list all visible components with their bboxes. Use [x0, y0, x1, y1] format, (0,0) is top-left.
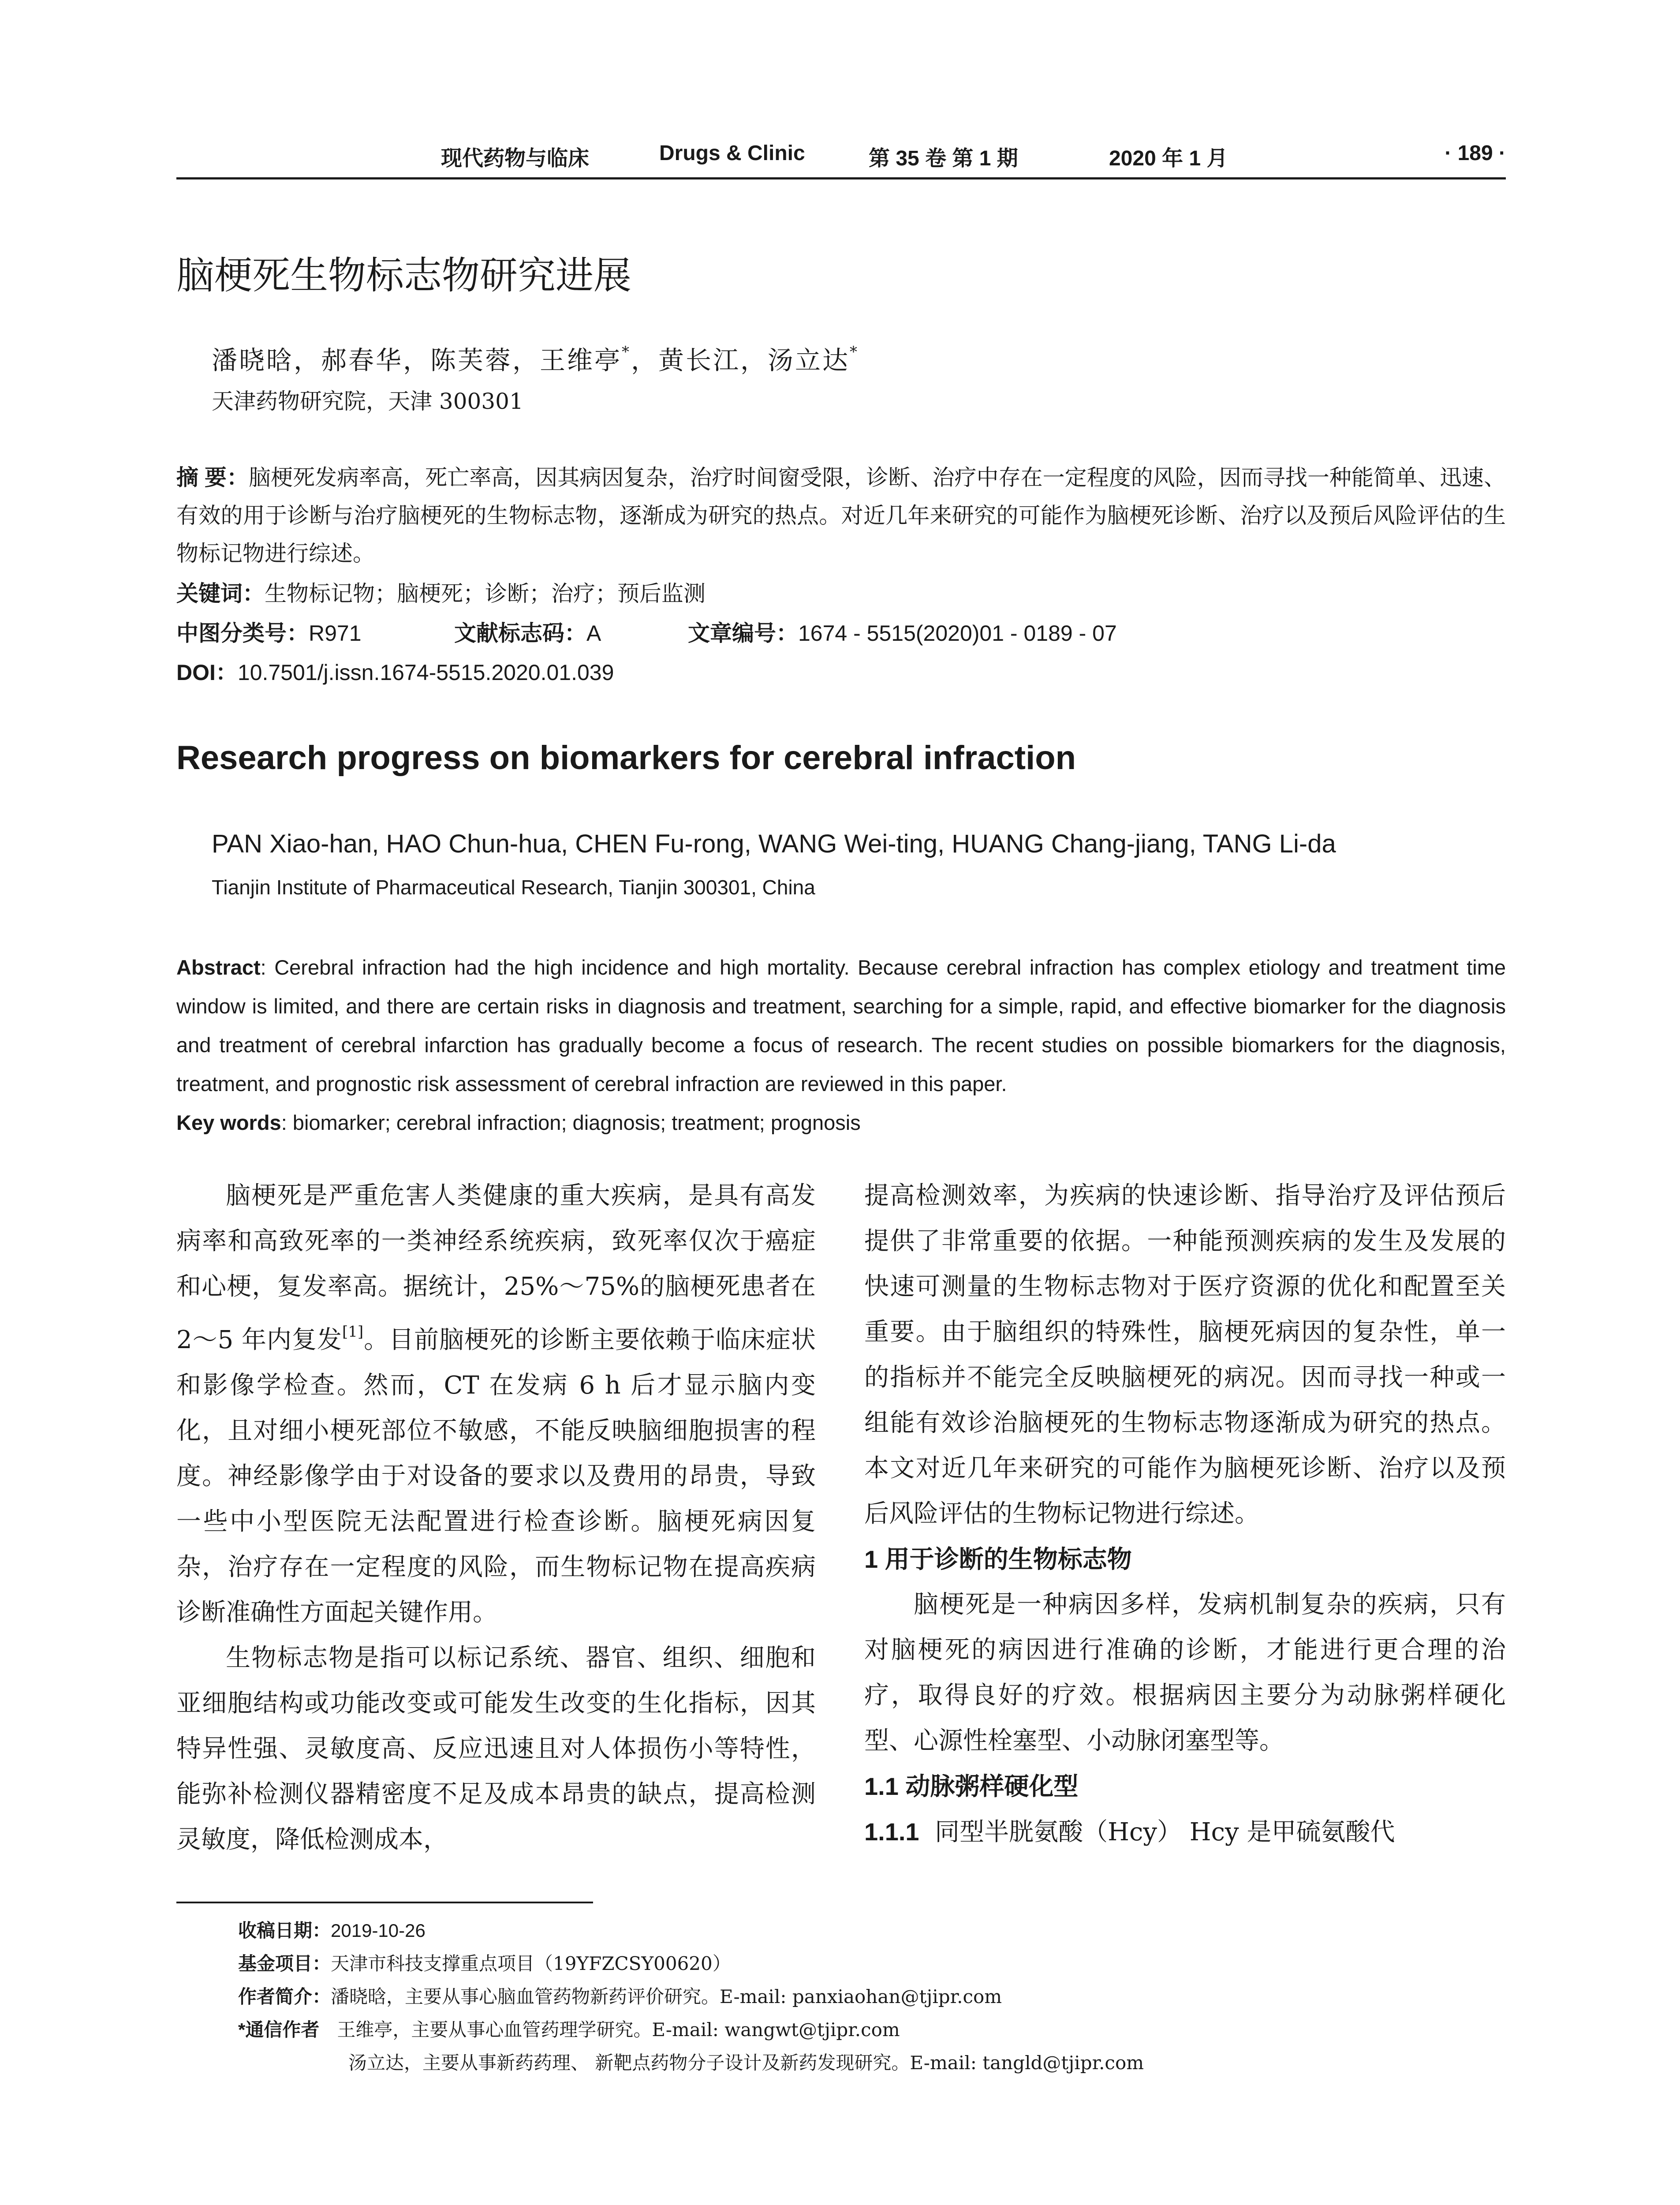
- page-number: · 189 ·: [1445, 142, 1506, 165]
- section-heading-1-1: 1.1 动脉粥样硬化型: [864, 1772, 1079, 1800]
- abstract-cn: [176, 459, 1506, 572]
- body-paragraph: 脑梗死是一种病因多样，发病机制复杂的疾病，只有对脑梗死的病因进行准确的诊断，才能进行更合理的治疗，取得良好的疗效。根据病因主要分为动脉粥样硬化型、心源性栓塞型、小动脉闭塞型等。: [864, 1590, 1506, 1755]
- clc-code: 中图分类号：R971: [176, 621, 362, 646]
- document-code: 文献标志码：A: [454, 621, 601, 646]
- abstract-en: [176, 948, 1506, 1142]
- title-cn: 脑梗死生物标志物研究进展: [176, 254, 631, 298]
- corresponding-mark: *: [850, 343, 859, 361]
- abstract-cn-label: 摘 要：: [176, 465, 249, 490]
- footnote-author-bio: 作者简介：潘晓晗，主要从事心脑血管药物新药评价研究。E-mail: panxiaohan@tjipr.com: [238, 1986, 1002, 2007]
- issue-date: 2020 年 1 月: [1109, 147, 1228, 170]
- article-number: 文章编号：1674 - 5515(2020)01 - 0189 - 07: [688, 621, 1117, 646]
- abstract-en-label: Abstract: [176, 956, 261, 979]
- journal-name-cn: 现代药物与临床: [441, 146, 590, 171]
- title-en: Research progress on biomarkers for cerebral infraction: [176, 739, 1076, 777]
- authors-cn: 潘晓晗，郝春华，陈芙蓉，王维亭*，黄长江，汤立达*: [212, 343, 859, 375]
- authors-en: PAN Xiao-han, HAO Chun-hua, CHEN Fu-rong, WANG Wei-ting, HUANG Chang-jiang, TANG Li-da: [212, 830, 1336, 858]
- keywords-en-label: Key words: [176, 1111, 281, 1134]
- journal-name-en: Drugs & Clinic: [659, 142, 805, 165]
- footnote-rule: [176, 1902, 593, 1903]
- body-paragraph: 生物标志物是指可以标记系统、器官、组织、细胞和亚细胞结构或功能改变或可能发生改变的生化指标，因其特异性强、灵敏度高、反应迅速且对人体损伤小等特性，能弥补检测仪器精密度不足及成本昂贵的缺点，提高检测灵敏度，降低检测成本，: [176, 1644, 816, 1854]
- section-heading-1: 1 用于诊断的生物标志物: [864, 1545, 1132, 1573]
- footnote-corresponding: *通信作者 王维亭，主要从事心血管药理学研究。E-mail: wangwt@tjipr.com: [238, 2019, 900, 2041]
- body-paragraph: 脑梗死是严重危害人类健康的重大疾病，是具有高发病率和高致死率的一类神经系统疾病，致死率仅次于癌症和心梗，复发率高。据统计，25%～75%的脑梗死患者在 2～5 年内复发[1]。目前脑梗死的诊断主要依赖于临床症状和影像学检查。然而，CT 在发病 6 h 后才显示脑内变化，且对细小梗死部位不敏感，不能反映脑细胞损害的程度。神经影像学由于对设备的要求以及费用的昂贵，导致一些中小型医院无法配置进行检查诊断。脑梗死病因复杂，治疗存在一定程度的风险，而生物标记物在提高疾病诊断准确性方面起关键作用。: [176, 1181, 816, 1627]
- footnote-fund: 基金项目：天津市科技支撑重点项目（19YFZCSY00620）: [238, 1953, 731, 1974]
- keywords-cn: 关键词：生物标记物；脑梗死；诊断；治疗；预后监测: [176, 581, 706, 606]
- keywords-en-text: : biomarker; cerebral infraction; diagnosis; treatment; prognosis: [281, 1111, 861, 1134]
- citation-link[interactable]: [1]: [342, 1323, 364, 1341]
- classification-row: [176, 616, 1506, 647]
- section-heading-1-1-1: 1.1.1 同型半胱氨酸（Hcy） Hcy 是甲硫氨酸代: [864, 1818, 1395, 1846]
- corresponding-mark: *: [622, 343, 631, 361]
- affiliation-cn: 天津药物研究院，天津 300301: [212, 389, 523, 414]
- body-column-right: [864, 1173, 1506, 1855]
- body-paragraph: 提高检测效率，为疾病的快速诊断、指导治疗及评估预后提供了非常重要的依据。一种能预测疾病的发生及发展的快速可测量的生物标志物对于医疗资源的优化和配置至关重要。由于脑组织的特殊性，脑梗死病因的复杂性，单一的指标并不能完全反映脑梗死的病况。因而寻找一种或一组能有效诊治脑梗死的生物标志物逐渐成为研究的热点。本文对近几年来研究的可能作为脑梗死诊断、治疗以及预后风险评估的生物标记物进行综述。: [864, 1181, 1506, 1528]
- volume-issue: 第 35 卷 第 1 期: [869, 147, 1018, 170]
- abstract-cn-text: 脑梗死发病率高，死亡率高，因其病因复杂，治疗时间窗受限，诊断、治疗中存在一定程度的风险，因而寻找一种能简单、迅速、有效的用于诊断与治疗脑梗死的生物标志物，逐渐成为研究的热点。对近几年来研究的可能作为脑梗死诊断、治疗以及预后风险评估的生物标记物进行综述。: [176, 465, 1506, 566]
- affiliation-en: Tianjin Institute of Pharmaceutical Research, Tianjin 300301, China: [212, 876, 815, 899]
- doi: DOI：10.7501/j.issn.1674-5515.2020.01.039: [176, 660, 614, 685]
- running-header: [176, 141, 1506, 176]
- abstract-en-text: : Cerebral infraction had the high incidence and high mortality. Because cerebral infraction has complex etiology and treatment time window is limited, and there are certain risks in diagnosis and treatment, searching for a simple, rapid, and effective biomarker for the diagnosis and treatment of cerebral infarction has gradually become a focus of research. The recent studies on possible biomarkers for the diagnosis, treatment, and prognostic risk assessment of cerebral infraction are reviewed in this paper.: [176, 956, 1506, 1095]
- footnote-received: 收稿日期：2019-10-26: [238, 1920, 426, 1941]
- header-rule: [176, 177, 1506, 179]
- body-column-left: [176, 1173, 816, 1862]
- footnote-corresponding-2: 汤立达，主要从事新药药理、 新靶点药物分子设计及新药发现研究。E-mail: tangld@tjipr.com: [348, 2052, 1144, 2074]
- doi-link[interactable]: 10.7501/j.issn.1674-5515.2020.01.039: [237, 660, 614, 685]
